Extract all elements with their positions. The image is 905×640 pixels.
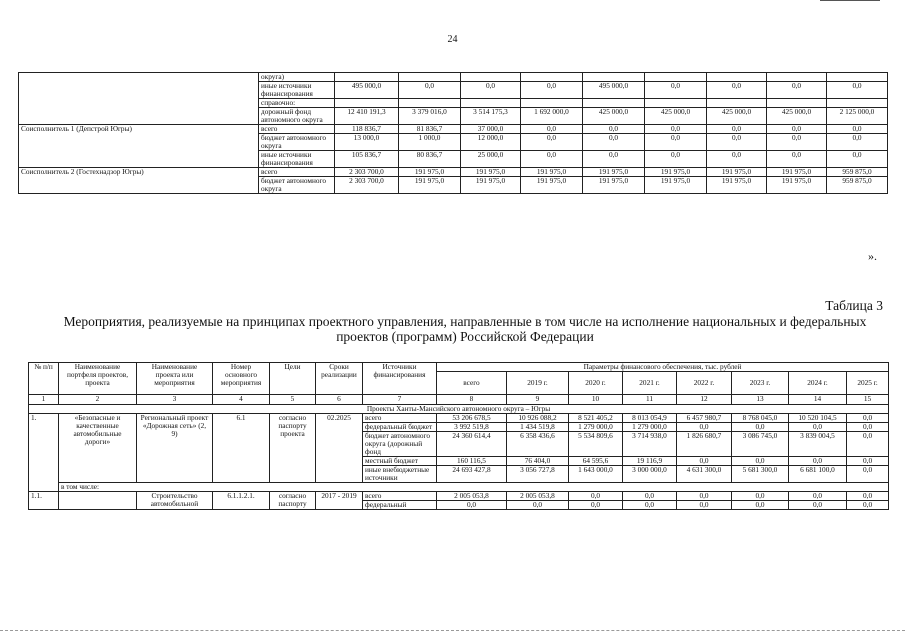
finance-value: 19 116,9 [623,457,677,466]
value-cell: 105 836,7 [335,151,399,168]
finance-value: 1 643 000,0 [569,466,623,483]
finance-value: 1 826 680,7 [677,432,732,457]
executor-cell [19,73,259,125]
value-cell: 191 975,0 [645,177,707,194]
value-cell [399,99,461,108]
value-cell: 191 975,0 [707,177,767,194]
finance-source: местный бюджет [363,457,437,466]
source-cell: иные источники финансирования [259,82,335,99]
value-cell: 13 000,0 [335,134,399,151]
header-year: 2019 г. [507,372,569,395]
value-cell: 118 836,7 [335,125,399,134]
top-table-row [19,168,888,177]
value-cell: 959 875,0 [827,177,888,194]
header-row-1 [29,363,889,372]
value-cell: 191 975,0 [767,168,827,177]
finance-value: 0,0 [789,423,847,432]
value-cell: 0,0 [827,125,888,134]
header-params: Параметры финансового обеспечения, тыс. рублей [437,363,889,372]
project-goals: согласно паспорту проекта [270,414,316,483]
value-cell: 12 410 191,3 [335,108,399,125]
finance-value: 2 005 053,8 [507,492,569,501]
header-terms: Сроки реализации [316,363,363,395]
finance-value: 0,0 [677,492,732,501]
value-cell [521,73,583,82]
finance-value: 0,0 [732,457,789,466]
value-cell [521,99,583,108]
sub-portfolio [59,492,137,510]
value-cell: 0,0 [645,125,707,134]
value-cell: 191 975,0 [645,168,707,177]
value-cell: 2 125 000,0 [827,108,888,125]
project-portfolio: «Безопасные и качественные автомобильные дороги» [59,414,137,483]
value-cell: 0,0 [461,82,521,99]
closing-quote-mark: ». [868,249,877,263]
sub-goals: согласно паспорту [270,492,316,510]
finance-value: 8 013 054,9 [623,414,677,423]
top-table-row [19,73,888,82]
value-cell: 0,0 [767,82,827,99]
column-index: 6 [316,395,363,405]
finance-value: 1 279 000,0 [569,423,623,432]
value-cell: 425 000,0 [645,108,707,125]
section-title: Проекты Ханты-Мансийского автономного округа – Югры [29,405,889,414]
value-cell: 191 975,0 [461,177,521,194]
sub-terms: 2017 - 2019 [316,492,363,510]
value-cell: 3 514 175,3 [461,108,521,125]
value-cell: 1 692 000,0 [521,108,583,125]
value-cell: 495 000,0 [583,82,645,99]
value-cell: 0,0 [707,125,767,134]
value-cell: 191 975,0 [707,168,767,177]
value-cell [461,99,521,108]
value-cell: 0,0 [583,134,645,151]
value-cell [707,99,767,108]
section-row [29,405,889,414]
header-num: № п/п [29,363,59,395]
value-cell: 0,0 [583,125,645,134]
value-cell: 0,0 [521,134,583,151]
value-cell: 0,0 [521,151,583,168]
column-index: 9 [507,395,569,405]
top-table-row [19,125,888,134]
column-index: 12 [677,395,732,405]
header-year: 2024 г. [789,372,847,395]
value-cell: 191 975,0 [461,168,521,177]
value-cell: 12 000,0 [461,134,521,151]
finance-value: 1 434 519,8 [507,423,569,432]
column-index: 15 [847,395,889,405]
value-cell [767,73,827,82]
value-cell: 37 000,0 [461,125,521,134]
value-cell: 425 000,0 [583,108,645,125]
finance-value: 3 056 727,8 [507,466,569,483]
header-year: 2022 г. [677,372,732,395]
column-index: 14 [789,395,847,405]
value-cell [399,73,461,82]
value-cell: 0,0 [767,151,827,168]
finance-value: 0,0 [677,423,732,432]
including-row [29,483,889,492]
sub-project-name: Строительство автомобильной [137,492,213,510]
finance-value: 6 358 436,6 [507,432,569,457]
finance-value: 3 714 938,0 [623,432,677,457]
header-project: Наименование проекта или мероприятия [137,363,213,395]
value-cell: 191 975,0 [521,168,583,177]
source-cell: бюджет автономного округа [259,134,335,151]
finance-value: 2 005 053,8 [437,492,507,501]
header-goals: Цели [270,363,316,395]
value-cell [645,99,707,108]
executor-cell: Соисполнитель 2 (Гостехнадзор Югры) [19,168,259,194]
value-cell: 2 303 700,0 [335,177,399,194]
finance-value: 3 000 000,0 [623,466,677,483]
header-year: 2021 г. [623,372,677,395]
finance-value: 76 404,0 [507,457,569,466]
value-cell: 80 836,7 [399,151,461,168]
value-cell: 0,0 [521,82,583,99]
column-index: 8 [437,395,507,405]
value-cell: 0,0 [583,151,645,168]
finance-value: 0,0 [732,492,789,501]
value-cell: 0,0 [707,134,767,151]
value-cell: 191 975,0 [583,177,645,194]
finance-source: федеральный [363,501,437,510]
finance-value: 0,0 [847,501,889,510]
finance-value: 0,0 [847,466,889,483]
value-cell: 425 000,0 [767,108,827,125]
value-cell: 0,0 [827,151,888,168]
finance-value: 3 086 745,0 [732,432,789,457]
value-cell: 959 875,0 [827,168,888,177]
header-sources: Источники финансирования [363,363,437,395]
header-main-number: Номер основного мероприятия [213,363,270,395]
finance-value: 0,0 [847,457,889,466]
finance-value: 0,0 [789,501,847,510]
source-cell: бюджет автономного округа [259,177,335,194]
column-index: 10 [569,395,623,405]
header-year: 2020 г. [569,372,623,395]
value-cell: 495 000,0 [335,82,399,99]
value-cell: 25 000,0 [461,151,521,168]
value-cell: 191 975,0 [583,168,645,177]
project-main-number: 6.1 [213,414,270,483]
value-cell: 0,0 [767,125,827,134]
finance-value: 53 206 678,5 [437,414,507,423]
value-cell [767,99,827,108]
finance-value: 0,0 [789,492,847,501]
finance-source: федеральный бюджет [363,423,437,432]
table-label: Таблица 3 [825,298,883,313]
column-index: 7 [363,395,437,405]
value-cell: 425 000,0 [707,108,767,125]
source-cell: всего [259,168,335,177]
value-cell: 0,0 [827,134,888,151]
finance-value: 8 768 045,0 [732,414,789,423]
value-cell [583,73,645,82]
value-cell: 0,0 [521,125,583,134]
top-finance-table [18,72,888,194]
source-cell: дорожный фонд автономного округа [259,108,335,125]
value-cell [335,99,399,108]
header-total: всего [437,372,507,395]
finance-value: 0,0 [623,501,677,510]
sub-finance-row [29,492,889,501]
column-index: 11 [623,395,677,405]
finance-value: 0,0 [507,501,569,510]
value-cell [461,73,521,82]
finance-value: 6 681 100,0 [789,466,847,483]
table-title: Мероприятия, реализуемые на принципах проектного управления, направленные в том числе на исполнение национальных и федеральных проектов (программ) Российской Федерации [63,314,867,344]
finance-source: всего [363,492,437,501]
column-index: 13 [732,395,789,405]
value-cell: 81 836,7 [399,125,461,134]
finance-value: 10 520 104,5 [789,414,847,423]
finance-value: 24 693 427,8 [437,466,507,483]
value-cell: 0,0 [645,82,707,99]
finance-source: бюджет автономного округа (дорожный фонд [363,432,437,457]
header-year: 2025 г. [847,372,889,395]
finance-value: 0,0 [677,501,732,510]
finance-value: 0,0 [847,414,889,423]
finance-value: 0,0 [847,423,889,432]
sub-num: 1.1. [29,492,59,510]
value-cell [707,73,767,82]
finance-value: 0,0 [569,492,623,501]
executor-cell: Соисполнитель 1 (Депстрой Югры) [19,125,259,168]
finance-value: 0,0 [437,501,507,510]
finance-value: 6 457 980,7 [677,414,732,423]
header-portfolio: Наименование портфеля проектов, проекта [59,363,137,395]
value-cell: 0,0 [707,82,767,99]
column-index: 1 [29,395,59,405]
finance-value: 4 631 300,0 [677,466,732,483]
value-cell [645,73,707,82]
finance-value: 0,0 [569,501,623,510]
finance-value: 0,0 [623,492,677,501]
finance-source: всего [363,414,437,423]
finance-source: иные внебюджетные источники [363,466,437,483]
finance-value: 0,0 [847,492,889,501]
source-cell: иные источники финансирования [259,151,335,168]
finance-value: 5 681 300,0 [732,466,789,483]
finance-value: 0,0 [847,432,889,457]
finance-value: 0,0 [732,501,789,510]
value-cell: 0,0 [707,151,767,168]
finance-value: 160 116,5 [437,457,507,466]
source-cell: округа) [259,73,335,82]
value-cell: 0,0 [645,151,707,168]
value-cell [335,73,399,82]
bottom-edge-line [0,630,905,631]
finance-value: 8 521 405,2 [569,414,623,423]
finance-value: 3 839 004,5 [789,432,847,457]
finance-value: 64 595,6 [569,457,623,466]
value-cell [583,99,645,108]
project-num: 1. [29,414,59,492]
sub-main-number: 6.1.1.2.1. [213,492,270,510]
value-cell: 0,0 [399,82,461,99]
finance-value: 24 360 614,4 [437,432,507,457]
value-cell: 0,0 [827,82,888,99]
column-index: 2 [59,395,137,405]
column-index: 5 [270,395,316,405]
value-cell [827,73,888,82]
column-index: 3 [137,395,213,405]
value-cell: 0,0 [767,134,827,151]
finance-value: 0,0 [677,457,732,466]
project-name: Региональный проект «Дорожная сеть» (2, 9) [137,414,213,483]
finance-value: 3 992 519,8 [437,423,507,432]
value-cell: 191 975,0 [399,168,461,177]
value-cell: 0,0 [645,134,707,151]
column-index: 4 [213,395,270,405]
value-cell [827,99,888,108]
finance-value: 5 534 809,6 [569,432,623,457]
finance-value: 10 926 088,2 [507,414,569,423]
column-index-row [29,395,889,405]
page-number: 24 [447,34,458,45]
value-cell: 191 975,0 [399,177,461,194]
value-cell: 191 975,0 [521,177,583,194]
source-cell: справочно: [259,99,335,108]
project-terms: 02.2025 [316,414,363,483]
source-cell: всего [259,125,335,134]
value-cell: 2 303 700,0 [335,168,399,177]
finance-value: 0,0 [789,457,847,466]
value-cell: 191 975,0 [767,177,827,194]
including-label: в том числе: [59,483,889,492]
value-cell: 1 000,0 [399,134,461,151]
project-finance-row [29,414,889,423]
header-year: 2023 г. [732,372,789,395]
projects-table [28,362,889,510]
value-cell: 3 379 016,0 [399,108,461,125]
finance-value: 0,0 [732,423,789,432]
top-edge-line [820,0,880,1]
finance-value: 1 279 000,0 [623,423,677,432]
